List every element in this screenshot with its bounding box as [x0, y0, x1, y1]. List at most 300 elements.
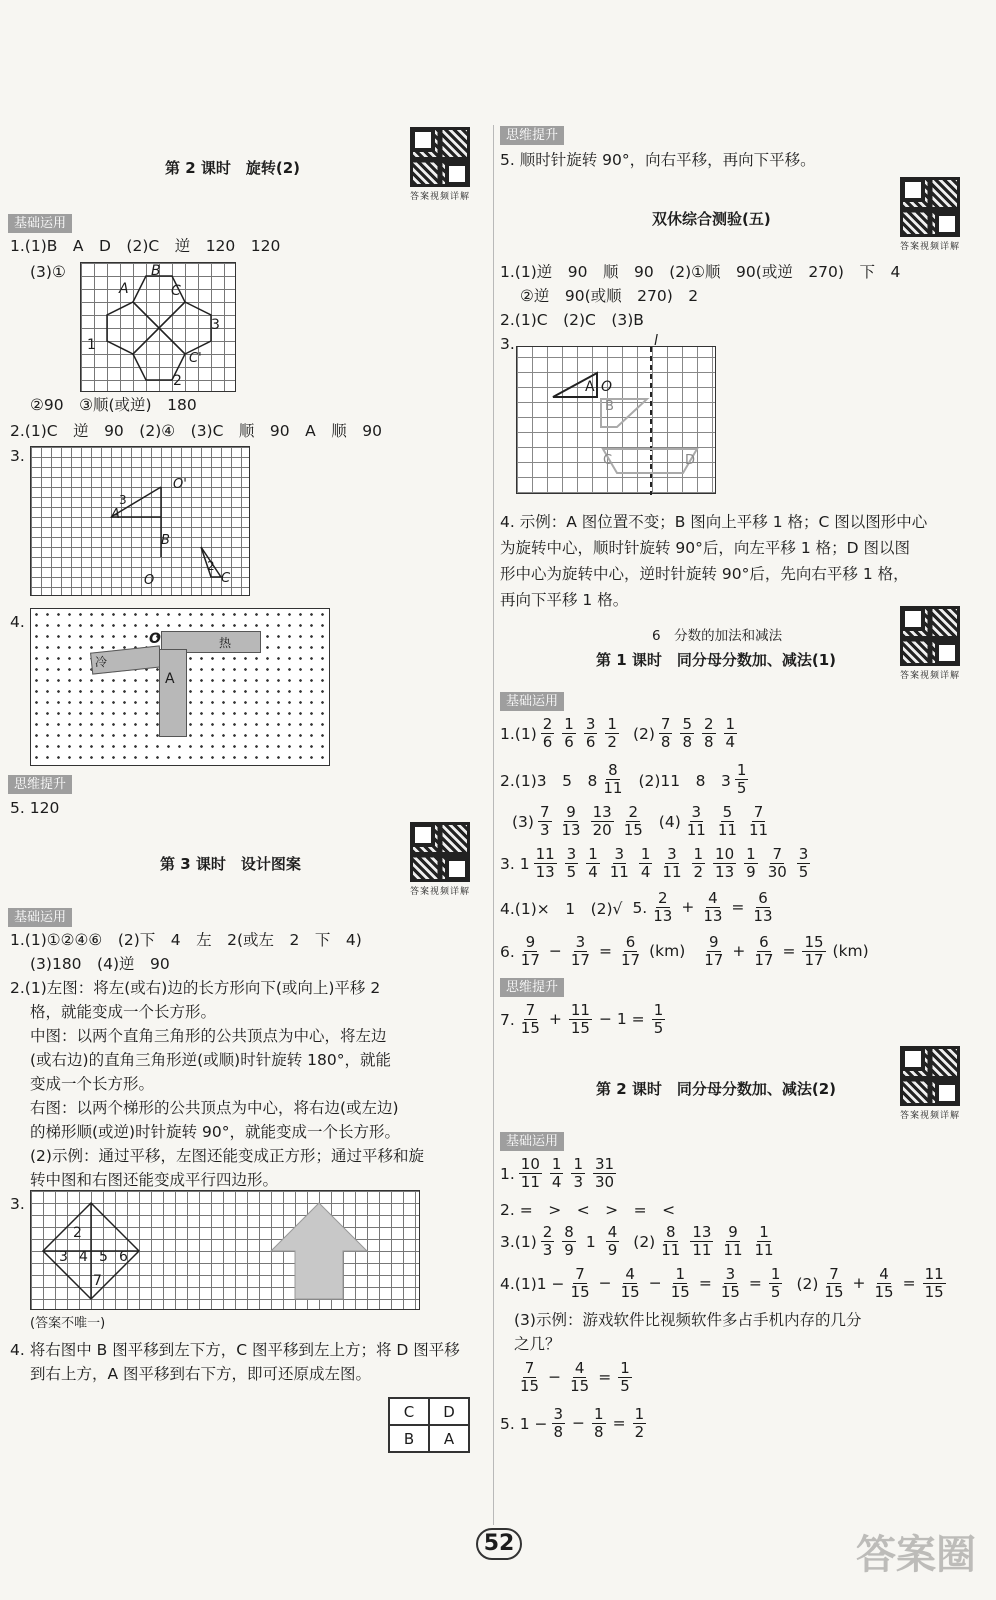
denominator: 11 — [662, 863, 682, 881]
l3-q2c: 中图：以两个直角三角形的公共顶点为中心，将左边 — [30, 1027, 387, 1045]
label: 4.(1)× 1 (2)√ — [500, 899, 623, 918]
tag-basic: 基础运用 — [8, 214, 72, 233]
figure-rotation-flower — [80, 262, 236, 392]
operator: − — [598, 1274, 612, 1292]
fig-label: 4 — [79, 1249, 88, 1265]
qr-code-icon — [410, 127, 470, 187]
fraction — [702, 934, 725, 969]
think-q5: 5. 顺时针旋转 90°，向右平移，再向下平移。 — [500, 151, 816, 169]
numerator: 4 — [607, 1223, 618, 1241]
qr-code-u6l1[interactable] — [894, 606, 966, 681]
l3-q4a: 4. 将右图中 B 图平移到左下方，C 图平移到左上方；将 D 图平移 — [10, 1341, 460, 1359]
u6l2-q4c-b: 之几？ — [514, 1335, 561, 1353]
numerator: 7 — [539, 803, 550, 821]
l3-q2b: 格，就能变成一个长方形。 — [30, 1003, 217, 1021]
fraction — [735, 762, 749, 797]
u6l1-q4q5 — [500, 890, 779, 925]
qr-caption: 答案视频详解 — [409, 192, 470, 202]
qr-code-icon — [900, 177, 960, 237]
denominator: 8 — [704, 733, 714, 751]
frac-list — [534, 804, 649, 839]
numerator: 1 — [725, 715, 736, 733]
denominator: 3 — [542, 1241, 553, 1259]
fraction — [719, 1266, 742, 1301]
numerator: 9 — [525, 933, 536, 951]
fig-label: A — [585, 379, 595, 395]
denominator: 15 — [570, 1377, 590, 1395]
operator: + — [548, 1010, 562, 1028]
tag-thinking: 思维提升 — [500, 126, 564, 145]
page-number: 52 — [476, 1528, 522, 1560]
numerator: 13 — [592, 803, 612, 821]
denominator: 3 — [539, 821, 550, 839]
expression — [818, 1266, 949, 1301]
operator: − — [648, 1274, 662, 1292]
rotation-shapes — [31, 447, 251, 597]
denominator: 17 — [754, 951, 774, 969]
fraction — [608, 846, 631, 881]
qr-caption: 答案视频详解 — [899, 242, 960, 252]
label: (2) — [796, 1274, 819, 1293]
fraction — [541, 716, 555, 751]
t5-q4b: 为旋转中心，顺时针旋转 90°后，向左平移 1 格；D 图以图 — [500, 539, 910, 557]
denominator: 11 — [754, 1241, 774, 1259]
column-divider — [493, 125, 494, 1525]
fraction — [716, 804, 739, 839]
fraction — [766, 846, 789, 881]
fraction — [822, 1266, 845, 1301]
l3-q1a: 1.(1)①②④⑥ (2)下 4 左 2(或左 2 下 4) — [10, 931, 362, 949]
fig-label: D — [685, 453, 696, 468]
fraction — [651, 890, 674, 925]
numerator: 2 — [658, 889, 668, 907]
cell-b: B — [389, 1425, 429, 1452]
denominator: 11 — [717, 821, 737, 839]
numerator: 1 — [588, 845, 598, 863]
label: 1. — [500, 1164, 515, 1183]
fraction — [619, 934, 642, 969]
figure-test5-grid — [516, 333, 716, 494]
l3-q2e: 变成一个长方形。 — [30, 1075, 155, 1093]
fraction — [639, 846, 653, 881]
denominator: 13 — [535, 863, 555, 881]
label: 2.(1)3 5 8 — [500, 771, 598, 790]
tag-basic: 基础运用 — [8, 908, 72, 927]
u6l2-q4 — [500, 1266, 950, 1301]
numerator: 1 — [573, 1155, 583, 1173]
denominator: 15 — [520, 1019, 540, 1037]
denominator: 11 — [748, 821, 769, 839]
frac-list — [655, 716, 741, 751]
numerator: 4 — [708, 889, 718, 907]
numerator: 7 — [575, 1265, 585, 1283]
denominator: 9 — [564, 1241, 574, 1259]
fraction — [565, 846, 579, 881]
test5-shapes — [517, 347, 717, 495]
numerator: 7 — [660, 715, 671, 733]
denominator: 4 — [725, 733, 736, 751]
cell-d: D — [429, 1398, 469, 1425]
fraction — [569, 1266, 592, 1301]
numerator: 31 — [594, 1155, 615, 1173]
fraction — [669, 1266, 692, 1301]
u6l1-q2cd — [512, 804, 774, 839]
frac-list — [655, 1224, 779, 1259]
fraction — [873, 1266, 896, 1301]
u6l2-q3 — [500, 1224, 780, 1259]
cell-a: A — [429, 1425, 469, 1452]
numerator: 1 — [770, 1265, 781, 1283]
denominator: 15 — [623, 821, 643, 839]
t5-q2: 2.(1)C (2)C (3)B — [500, 311, 644, 329]
fraction — [571, 1156, 585, 1191]
numerator: 5 — [722, 803, 733, 821]
fraction — [797, 846, 811, 881]
fraction — [534, 846, 557, 881]
fig-label: l — [654, 333, 658, 349]
denominator: 2 — [607, 733, 617, 751]
numerator: 2 — [704, 715, 714, 733]
denominator: 5 — [770, 1283, 781, 1301]
numerator: 3 — [691, 803, 702, 821]
numerator: 11 — [924, 1265, 944, 1283]
numerator: 6 — [759, 933, 769, 951]
denominator: 11 — [520, 1173, 540, 1191]
operator: − — [548, 1368, 562, 1386]
qr-code-icon — [900, 606, 960, 666]
value: 1 — [585, 1232, 596, 1251]
figure-faucet-dotgrid — [30, 608, 330, 766]
denominator: 15 — [520, 1377, 540, 1395]
fig-label: O' — [173, 477, 187, 492]
numerator: 1 — [746, 845, 756, 863]
numerator: 2 — [542, 1223, 553, 1241]
denominator: 9 — [607, 1241, 618, 1259]
numerator: 1 — [620, 1359, 630, 1377]
expression — [514, 1360, 636, 1395]
fig-label: B — [605, 399, 614, 414]
fig-label: 2 — [73, 1225, 82, 1241]
fraction — [618, 1360, 632, 1395]
expression — [515, 1002, 669, 1037]
u6-lesson2-title: 第 2 课时 同分母分数加、减法(2) — [596, 1080, 837, 1098]
numerator: 4 — [574, 1359, 585, 1377]
qr-code-test5[interactable] — [894, 177, 966, 252]
cell-c: C — [389, 1398, 429, 1425]
operator: = — [612, 1414, 626, 1432]
fig-label: B — [161, 533, 170, 548]
qr-code-u6l2[interactable] — [894, 1046, 966, 1121]
t5-q4a: 4. 示例：A 图位置不变；B 图向上平移 1 格；C 图以图形中心 — [500, 513, 928, 531]
l3-q3: 3. — [10, 1195, 25, 1213]
t5-q1b: ②逆 90(或顺 270) 2 — [520, 287, 699, 305]
fraction — [744, 846, 758, 881]
fig-label: O — [601, 379, 613, 395]
expression — [548, 1406, 651, 1441]
numerator: 1 — [675, 1265, 686, 1283]
t5-q4c: 形中心为旋转中心，逆时针旋转 90°后，先向右平移 1 格， — [500, 565, 909, 583]
denominator: 4 — [640, 863, 651, 881]
operator: − 1 = — [598, 1010, 645, 1028]
fraction — [519, 1156, 542, 1191]
u6l2-q1 — [500, 1156, 620, 1191]
label: 7. — [500, 1010, 515, 1029]
fraction — [652, 1002, 666, 1037]
label: 3. 1 — [500, 854, 530, 873]
numerator: 1 — [634, 1405, 645, 1423]
u6l1-q6 — [500, 934, 872, 969]
u6-lesson1-title: 第 1 课时 同分母分数加、减法(1) — [596, 651, 837, 669]
denominator: 17 — [804, 951, 824, 969]
fraction — [802, 934, 825, 969]
denominator: 13 — [753, 907, 773, 925]
numerator: 7 — [772, 845, 782, 863]
label: 3.(1) — [500, 1232, 537, 1251]
frac — [731, 762, 753, 797]
fraction — [518, 1360, 541, 1395]
l3-q2h: (2)示例：通过平移，左图还能变成正方形；通过平移和旋 — [30, 1147, 424, 1165]
operator: = — [731, 898, 745, 916]
numerator: 3 — [725, 1265, 736, 1283]
fig-label: B — [151, 263, 161, 279]
numerator: 5 — [682, 715, 692, 733]
denominator: 11 — [686, 821, 706, 839]
fraction — [591, 804, 614, 839]
u6l1-q7 — [500, 1002, 669, 1037]
denominator: 3 — [573, 1173, 583, 1191]
fraction — [584, 716, 598, 751]
qr-caption: 答案视频详解 — [899, 1111, 960, 1121]
label: (2) — [633, 1232, 656, 1251]
fig-label: O — [149, 631, 161, 647]
qr-code-icon — [410, 822, 470, 882]
fraction — [592, 1406, 606, 1441]
numerator: 15 — [804, 933, 824, 951]
numerator: 7 — [829, 1265, 839, 1283]
operator: − — [572, 1414, 586, 1432]
fig-label: 3 — [119, 493, 127, 507]
denominator: 15 — [824, 1283, 844, 1301]
operator: − — [548, 942, 562, 960]
fig-label: C — [603, 453, 613, 468]
numerator: 4 — [625, 1265, 635, 1283]
fraction — [562, 1224, 576, 1259]
numerator: 2 — [542, 715, 553, 733]
shape-a-handle — [159, 649, 187, 737]
fraction — [660, 846, 683, 881]
watermark-text: 答案圈 — [856, 1532, 976, 1578]
numerator: 3 — [614, 845, 625, 863]
operator: = — [782, 942, 796, 960]
denominator: 15 — [570, 1019, 590, 1037]
l2-q5: 5. 120 — [10, 799, 60, 817]
fraction — [690, 1224, 713, 1259]
denominator: 9 — [746, 863, 756, 881]
numerator: 1 — [607, 715, 617, 733]
denominator: 20 — [592, 821, 612, 839]
qr-caption: 答案视频详解 — [899, 671, 960, 681]
u6l2-q5 — [500, 1406, 650, 1441]
t5-q3: 3. — [500, 335, 515, 353]
numerator: 7 — [753, 803, 764, 821]
fig-label: A — [165, 671, 175, 687]
numerator: 2 — [628, 803, 639, 821]
fraction — [769, 1266, 783, 1301]
l2-q1b: (3)① — [30, 263, 66, 281]
numerator: 1 — [564, 715, 574, 733]
test5-title: 双休综合测验(五) — [652, 210, 771, 228]
label: 5. 1 − — [500, 1414, 548, 1433]
numerator: 8 — [564, 1223, 574, 1241]
denominator: 6 — [542, 733, 553, 751]
denominator: 5 — [736, 779, 747, 797]
denominator: 11 — [661, 1241, 681, 1259]
denominator: 13 — [703, 907, 723, 925]
tag-basic: 基础运用 — [500, 1132, 564, 1151]
denominator: 15 — [924, 1283, 944, 1301]
operator: + — [732, 942, 746, 960]
numerator: 10 — [715, 845, 735, 863]
figure-rotation-grid — [30, 446, 250, 596]
numerator: 3 — [798, 845, 809, 863]
numerator: 3 — [667, 845, 677, 863]
fraction — [721, 1224, 744, 1259]
unit6-title: 6 分数的加法和减法 — [652, 628, 783, 644]
numerator: 7 — [525, 1001, 536, 1019]
fig-label: C' — [189, 351, 202, 366]
denominator: 2 — [634, 1423, 645, 1441]
l3-q2a: 2.(1)左图：将左(或右)边的长方形向下(或向上)平移 2 — [10, 979, 381, 997]
operator: = — [902, 1274, 916, 1292]
numerator: 1 — [759, 1223, 769, 1241]
denominator: 30 — [767, 863, 787, 881]
numerator: 1 — [653, 1001, 664, 1019]
frac-list — [530, 846, 815, 881]
numerator: 6 — [758, 889, 768, 907]
numerator: 3 — [575, 933, 586, 951]
u6l2-q4c-a: (3)示例：游戏软件比视频软件多占手机内存的几分 — [514, 1311, 862, 1329]
l2-q4: 4. — [10, 613, 25, 631]
label: 5. — [632, 898, 648, 917]
fig-label: 5 — [99, 1249, 108, 1265]
operator: (km) — [832, 942, 869, 960]
fraction — [519, 1002, 542, 1037]
denominator: 13 — [715, 863, 735, 881]
fig-label: 1 — [87, 337, 96, 353]
fig-label: 7 — [93, 1273, 102, 1289]
l2-q1c: ②90 ③顺(或逆) 180 — [30, 396, 197, 414]
l3-q4b: 到右上方，A 图平移到右下方，即可还原成左图。 — [30, 1365, 372, 1383]
numerator: 1 — [736, 761, 747, 779]
label: (2) — [632, 724, 655, 743]
fraction — [568, 1360, 591, 1395]
denominator: 11 — [692, 1241, 712, 1259]
fig-label: 热 — [219, 636, 232, 650]
fraction — [680, 716, 694, 751]
fraction — [605, 716, 619, 751]
l2-q1a: 1.(1)B A D (2)C 逆 120 120 — [10, 237, 281, 255]
numerator: 6 — [625, 933, 636, 951]
denominator: 30 — [594, 1173, 615, 1191]
denominator: 17 — [620, 951, 641, 969]
label: (3) — [512, 812, 534, 831]
fig-label: C — [171, 283, 181, 299]
denominator: 8 — [553, 1423, 564, 1441]
tag-thinking: 思维提升 — [8, 775, 72, 794]
figure-design-pattern — [30, 1190, 420, 1310]
numerator: 11 — [570, 1001, 590, 1019]
fig-label: 3 — [59, 1249, 68, 1265]
denominator: 15 — [720, 1283, 740, 1301]
fraction — [751, 890, 774, 925]
l3-q1b: (3)180 (4)逆 90 — [30, 955, 170, 973]
denominator: 13 — [561, 821, 581, 839]
numerator: 8 — [608, 761, 618, 779]
fraction — [562, 716, 576, 751]
l3-q3-note: (答案不唯一) — [30, 1316, 106, 1331]
fraction — [752, 934, 775, 969]
fraction — [593, 1156, 616, 1191]
expression — [647, 890, 778, 925]
numerator: 1 — [594, 1405, 604, 1423]
numerator: 4 — [879, 1265, 889, 1283]
fraction — [601, 762, 624, 797]
numerator: 8 — [666, 1223, 676, 1241]
denominator: 4 — [588, 863, 598, 881]
denominator: 17 — [704, 951, 724, 969]
numerator: 3 — [553, 1405, 564, 1423]
fraction — [659, 716, 673, 751]
operator: + — [852, 1274, 866, 1292]
watermark-logo — [856, 1523, 976, 1580]
numerator: 9 — [566, 803, 576, 821]
denominator: 5 — [653, 1019, 664, 1037]
fraction — [622, 804, 645, 839]
denominator: 11 — [609, 863, 629, 881]
fraction — [569, 934, 592, 969]
operator: + — [681, 898, 695, 916]
fig-label: O — [144, 573, 155, 588]
label: (4) — [658, 812, 681, 831]
fraction — [606, 1224, 620, 1259]
numerator: 1 — [640, 845, 651, 863]
frac-list — [537, 716, 623, 751]
pattern-shapes — [31, 1191, 421, 1311]
numerator: 13 — [692, 1223, 712, 1241]
denominator: 8 — [660, 733, 671, 751]
frac-list — [681, 804, 774, 839]
fig-label: A — [119, 281, 129, 297]
qr-code-lesson2[interactable] — [404, 127, 476, 202]
label: 4.(1)1 − — [500, 1274, 565, 1293]
fig-label: C — [221, 571, 231, 586]
denominator: 17 — [570, 951, 590, 969]
l3-q2g: 的梯形顺(或逆)时针旋转 90°，就能变成一个长方形。 — [30, 1123, 400, 1141]
label: 6. — [500, 942, 515, 961]
l2-q3: 3. — [10, 447, 25, 465]
tag-thinking: 思维提升 — [500, 978, 564, 997]
fraction — [923, 1266, 946, 1301]
fig-label: 6 — [119, 1249, 128, 1265]
fig-label: 冷 — [95, 655, 108, 669]
operator: (km) — [649, 942, 686, 960]
tag-basic: 基础运用 — [500, 692, 564, 711]
u6l2-q2: 2. = > < > = < — [500, 1201, 676, 1219]
fraction — [541, 1224, 555, 1259]
fraction — [538, 804, 552, 839]
qr-code-lesson3[interactable] — [404, 822, 476, 897]
fraction — [701, 890, 724, 925]
